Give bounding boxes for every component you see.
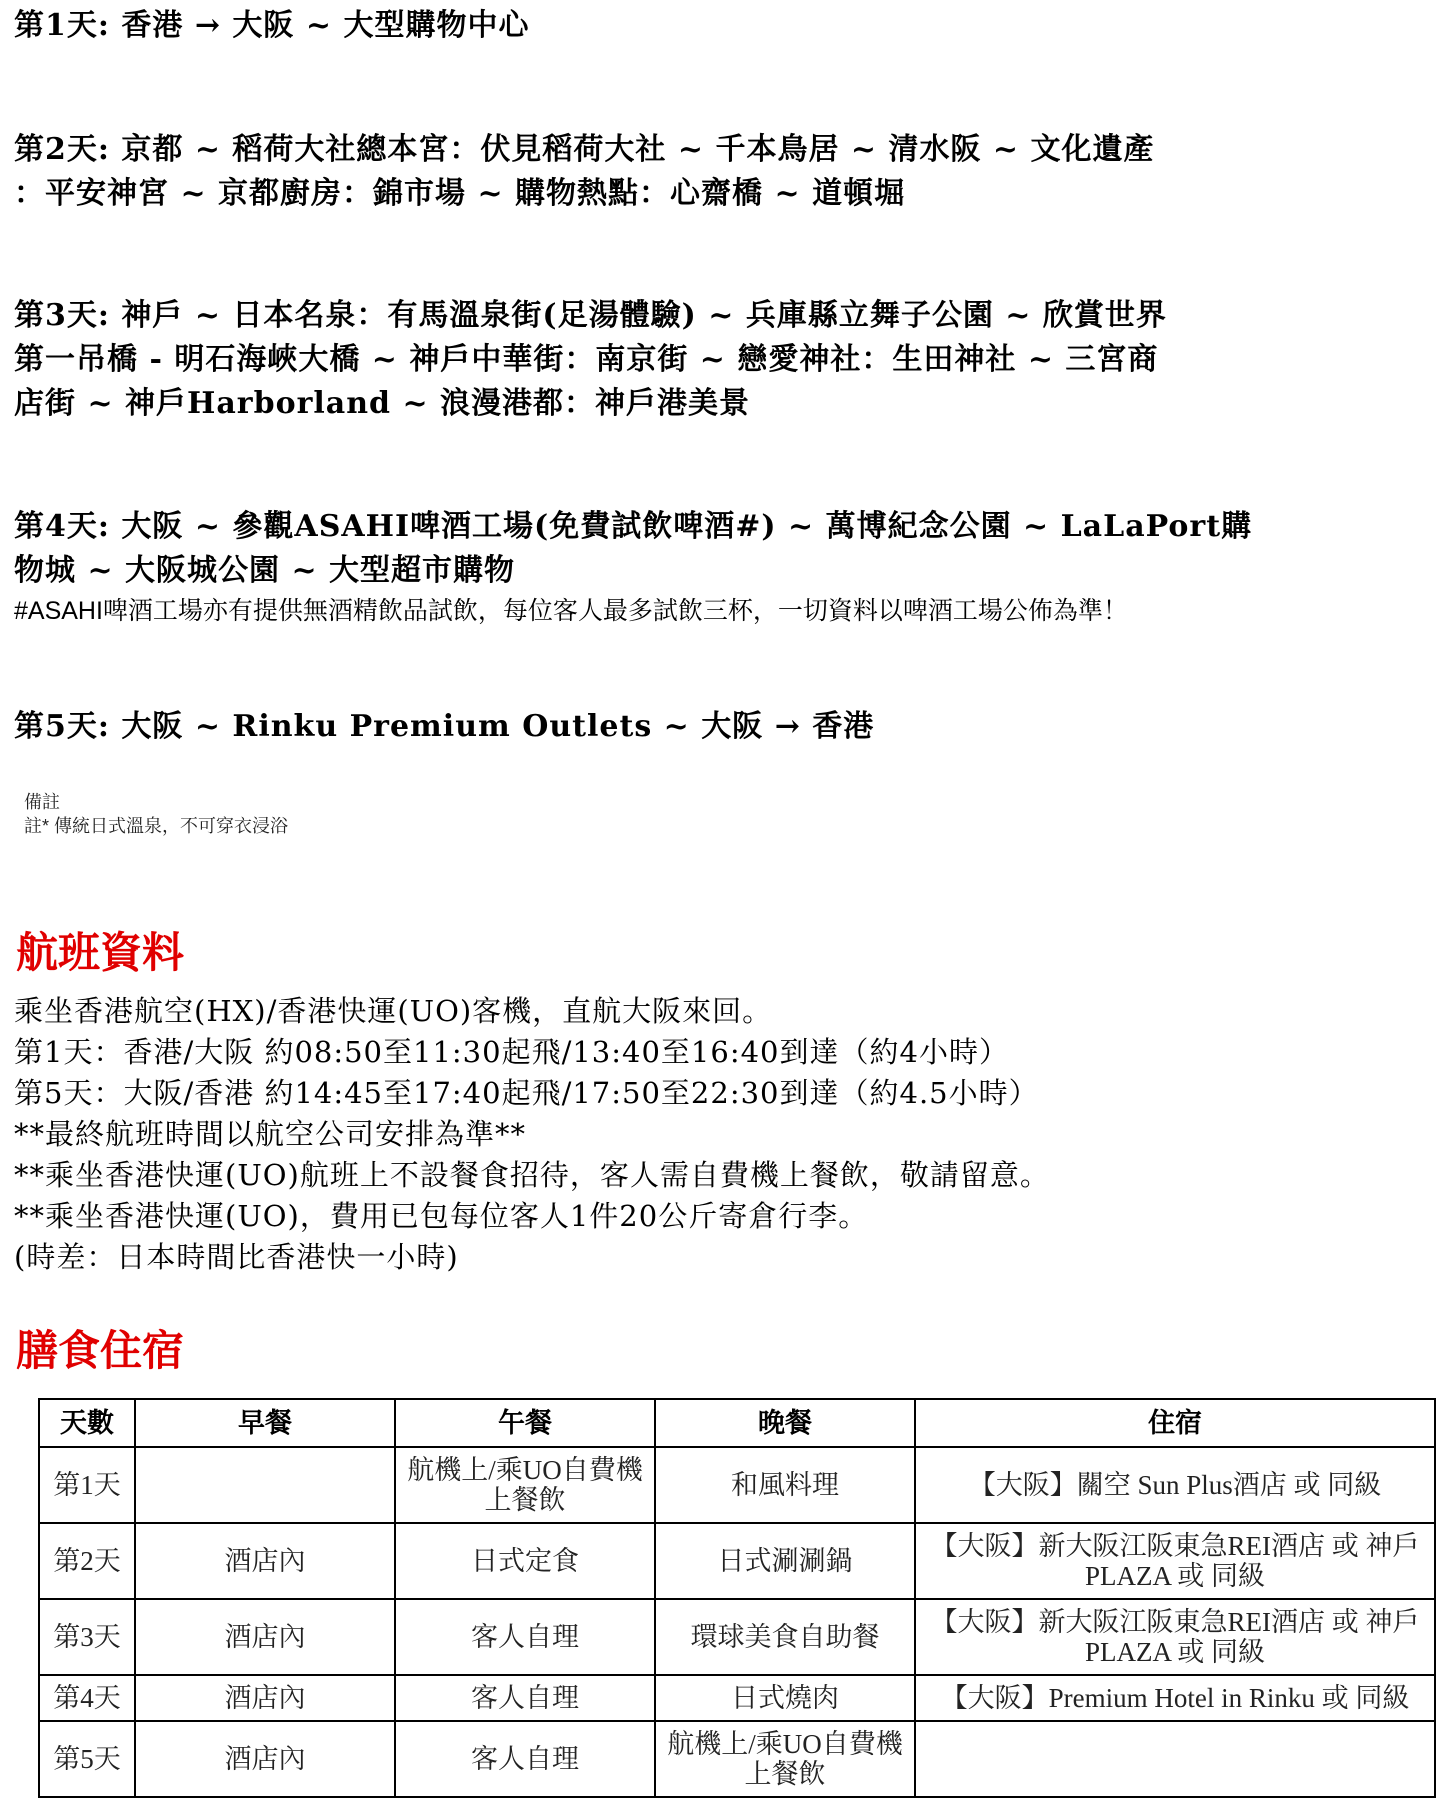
- cell-lunch: 客人自理: [395, 1675, 655, 1721]
- cell-dinner: 日式涮涮鍋: [655, 1523, 915, 1599]
- table-row: [39, 1675, 1435, 1721]
- header-accommodation: 住宿: [915, 1399, 1435, 1447]
- remarks-text: 註* 傳統日式溫泉，不可穿衣浸浴: [24, 816, 289, 836]
- cell-day: 第5天: [39, 1721, 135, 1797]
- cell-accommodation: 【大阪】新大阪江阪東急REI酒店 或 神戶PLAZA 或 同級: [915, 1599, 1435, 1675]
- table-row: [39, 1447, 1435, 1523]
- cell-accommodation: 【大阪】Premium Hotel in Rinku 或 同級: [915, 1675, 1435, 1721]
- cell-breakfast: 酒店內: [135, 1675, 395, 1721]
- flight-line-7: (時差：日本時間比香港快一小時): [14, 1240, 459, 1274]
- cell-lunch: 客人自理: [395, 1721, 655, 1797]
- cell-accommodation: 【大阪】關空 Sun Plus酒店 或 同級: [915, 1447, 1435, 1523]
- cell-lunch: 客人自理: [395, 1599, 655, 1675]
- flight-line-1: 乘坐香港航空(HX)/香港快運(UO)客機，直航大阪來回。: [14, 994, 773, 1028]
- cell-dinner: 環球美食自助餐: [655, 1599, 915, 1675]
- remarks: [24, 790, 288, 838]
- cell-day: 第2天: [39, 1523, 135, 1599]
- meals-section-title: 膳食住宿: [16, 1327, 185, 1374]
- cell-lunch: 日式定食: [395, 1523, 655, 1599]
- header-breakfast: 早餐: [135, 1399, 395, 1447]
- table-row: [39, 1523, 1435, 1599]
- flight-line-6: **乘坐香港快運(UO)，費用已包每位客人1件20公斤寄倉行李。: [14, 1199, 869, 1233]
- cell-day: 第4天: [39, 1675, 135, 1721]
- itinerary-day3: [14, 294, 1426, 426]
- day4-line-1: 第4天: 大阪 ~ 參觀ASAHI啤酒工場(免費試飲啤酒#) ~ 萬博紀念公園 ~ LaLaPort購: [14, 509, 1253, 544]
- cell-day: 第3天: [39, 1599, 135, 1675]
- meals-header-row: [39, 1399, 1435, 1447]
- day5-line: 第5天: 大阪 ~ Rinku Premium Outlets ~ 大阪 → 香港: [14, 709, 875, 744]
- cell-day: 第1天: [39, 1447, 135, 1523]
- flight-section-title: 航班資料: [16, 929, 185, 976]
- itinerary-day5: [14, 705, 1426, 749]
- header-lunch: 午餐: [395, 1399, 655, 1447]
- day4-line-2: 物城 ~ 大阪城公園 ~ 大型超市購物: [14, 553, 516, 588]
- flight-line-4: **最終航班時間以航空公司安排為準**: [14, 1117, 527, 1151]
- cell-breakfast: [135, 1447, 395, 1523]
- day2-line-1: 第2天: 京都 ~ 稻荷大社總本宮：伏見稻荷大社 ~ 千本鳥居 ~ 清水阪 ~ 文化遺產: [14, 132, 1155, 167]
- day2-line-2: ：平安神宮 ~ 京都廚房：錦市場 ~ 購物熱點：心齋橋 ~ 道頓堀: [14, 176, 906, 211]
- day3-line-2: 第一吊橋 - 明石海峽大橋 ~ 神戶中華街：南京街 ~ 戀愛神社：生田神社 ~ 三宮商: [14, 342, 1159, 377]
- cell-dinner: 和風料理: [655, 1447, 915, 1523]
- itinerary-day1: [14, 4, 1426, 48]
- itinerary-day4: [14, 505, 1426, 629]
- day3-line-3: 店街 ~ 神戶Harborland ~ 浪漫港都：神戶港美景: [14, 386, 751, 421]
- cell-accommodation: 【大阪】新大阪江阪東急REI酒店 或 神戶PLAZA 或 同級: [915, 1523, 1435, 1599]
- meals-table: [38, 1398, 1436, 1798]
- cell-accommodation: [915, 1721, 1435, 1797]
- day4-note: #ASAHI啤酒工場亦有提供無酒精飲品試飲，每位客人最多試飲三杯，一切資料以啤酒工場公佈為準！: [14, 597, 1128, 625]
- table-row: [39, 1721, 1435, 1797]
- cell-breakfast: 酒店內: [135, 1599, 395, 1675]
- cell-dinner: 日式燒肉: [655, 1675, 915, 1721]
- cell-dinner: 航機上/乘UO自費機上餐飲: [655, 1721, 915, 1797]
- itinerary-day2: [14, 128, 1426, 216]
- cell-breakfast: 酒店內: [135, 1721, 395, 1797]
- remarks-title: 備註: [24, 792, 60, 812]
- flight-line-3: 第5天：大阪/香港 約14:45至17:40起飛/17:50至22:30到達（約4.5小時）: [14, 1076, 1039, 1110]
- flight-line-5: **乘坐香港快運(UO)航班上不設餐食招待，客人需自費機上餐飲，敬請留意。: [14, 1158, 1050, 1192]
- cell-lunch: 航機上/乘UO自費機上餐飲: [395, 1447, 655, 1523]
- day1-line: 第1天: 香港 → 大阪 ~ 大型購物中心: [14, 8, 530, 43]
- day3-line-1: 第3天: 神戶 ~ 日本名泉：有馬溫泉街(足湯體驗) ~ 兵庫縣立舞子公園 ~ 欣賞世界: [14, 298, 1167, 333]
- table-row: [39, 1599, 1435, 1675]
- header-dinner: 晚餐: [655, 1399, 915, 1447]
- cell-breakfast: 酒店內: [135, 1523, 395, 1599]
- header-day: 天數: [39, 1399, 135, 1447]
- flight-line-2: 第1天：香港/大阪 約08:50至11:30起飛/13:40至16:40到達（約4小時）: [14, 1035, 1009, 1069]
- flight-info: [14, 991, 1426, 1278]
